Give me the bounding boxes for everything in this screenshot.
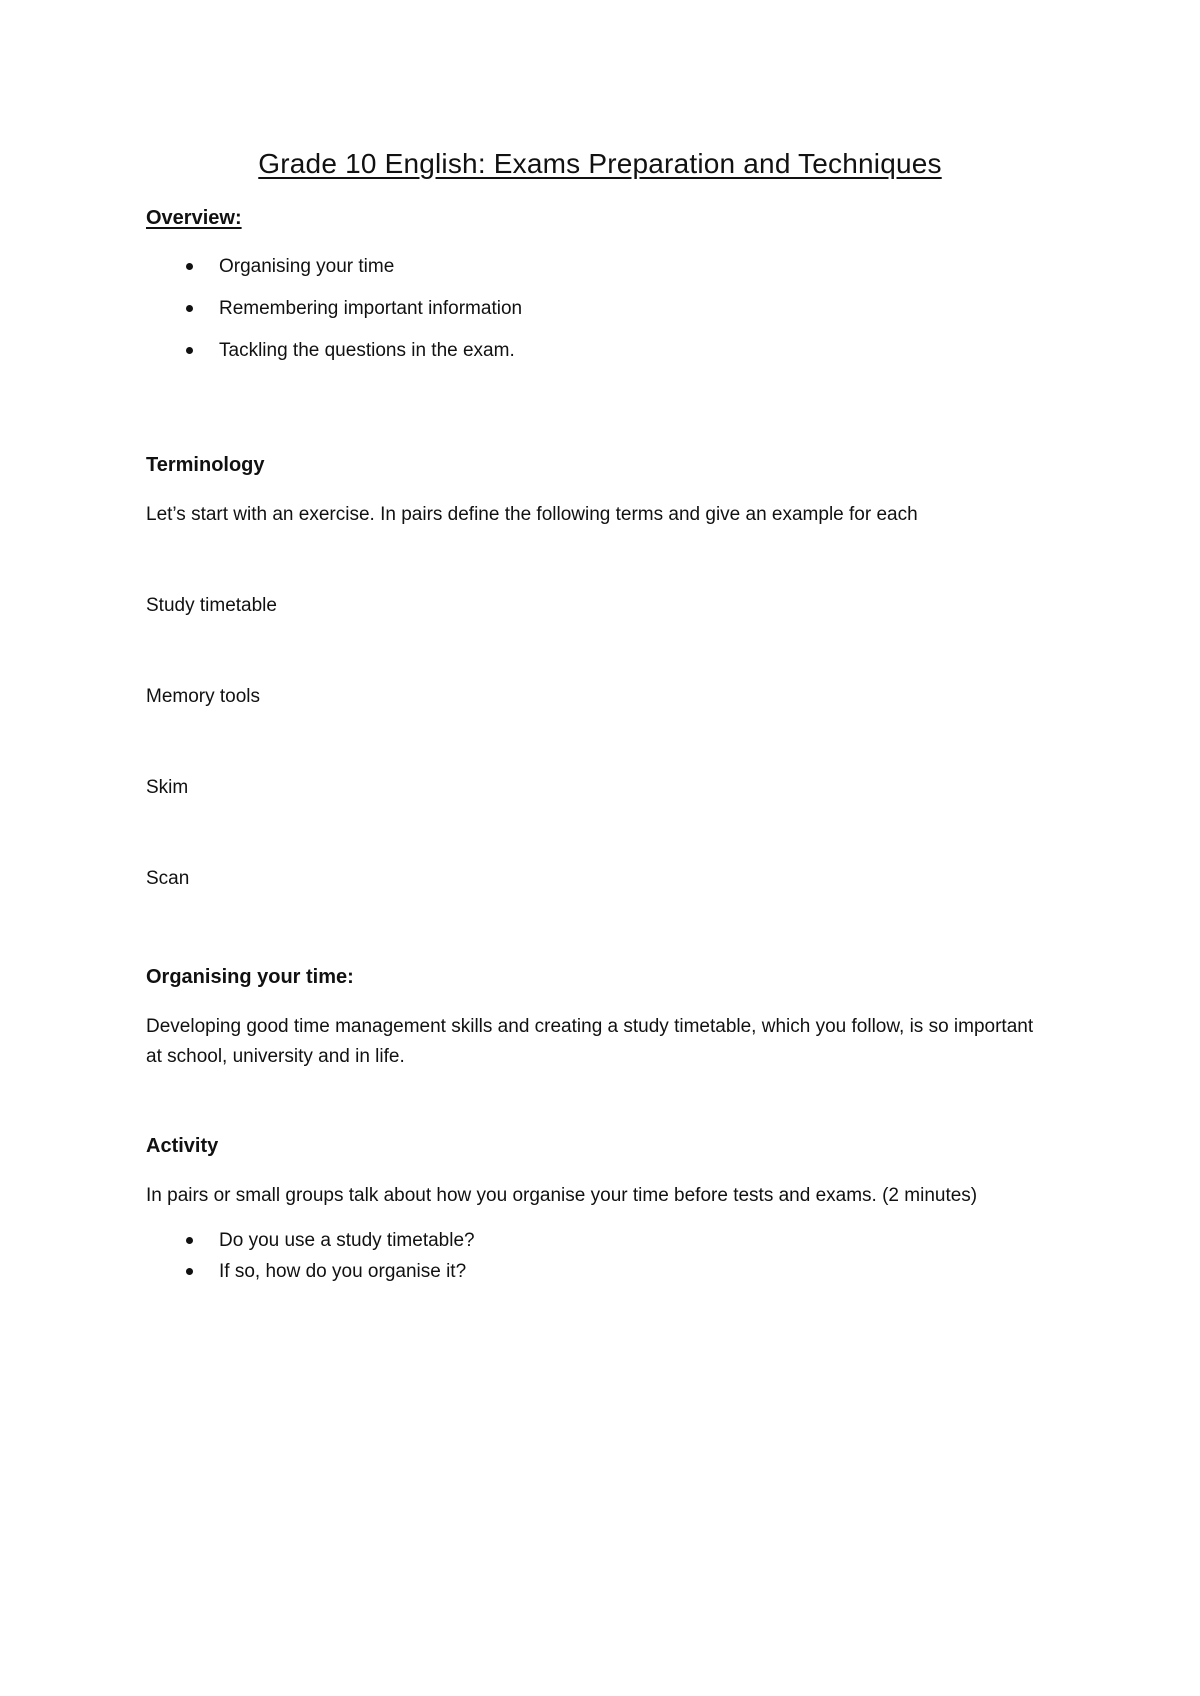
list-item: Tackling the questions in the exam. [146, 330, 522, 372]
overview-heading: Overview: [146, 207, 242, 229]
document-title: Grade 10 English: Exams Preparation and Techniques [258, 148, 942, 179]
terminology-heading: Terminology [146, 454, 265, 476]
list-item: Remembering important information [146, 288, 522, 330]
bullet-icon [186, 263, 193, 270]
term-memory-tools: Memory tools [146, 686, 261, 707]
organising-paragraph: Developing good time management skills and creating a study timetable, which you follow, is so important at school, university and in life. [146, 1016, 1034, 1067]
organising-heading: Organising your time: [146, 966, 354, 988]
term-scan: Scan [146, 868, 190, 889]
list-item: Organising your time [146, 246, 522, 288]
activity-intro: In pairs or small groups talk about how you organise your time before tests and exams. (2 minutes) [146, 1185, 978, 1206]
activity-heading: Activity [146, 1135, 219, 1157]
terminology-intro: Let’s start with an exercise. In pairs define the following terms and give an example for each [146, 504, 918, 525]
bullet-icon [186, 1237, 193, 1244]
term-study-timetable: Study timetable [146, 595, 277, 616]
bullet-icon [186, 1268, 193, 1275]
activity-list [146, 1225, 475, 1287]
bullet-icon [186, 305, 193, 312]
term-skim: Skim [146, 777, 189, 798]
list-item: Do you use a study timetable? [146, 1225, 475, 1256]
overview-list [146, 246, 522, 372]
list-item: If so, how do you organise it? [146, 1256, 475, 1287]
bullet-icon [186, 347, 193, 354]
